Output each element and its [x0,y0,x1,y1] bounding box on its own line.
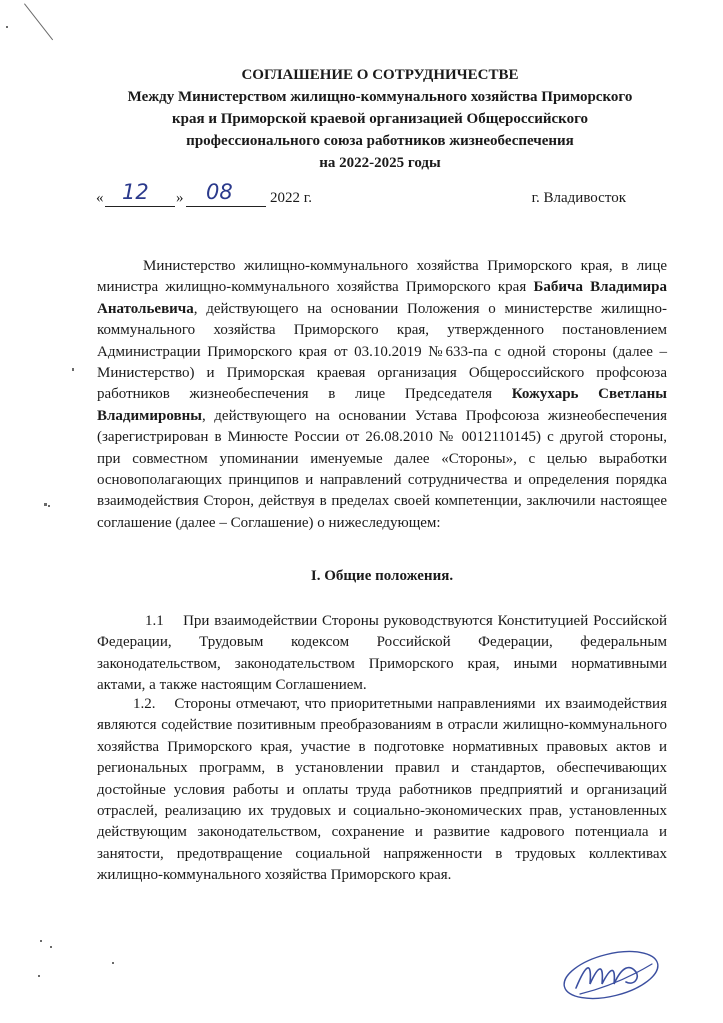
clause-text: 1.1 При взаимодействии Стороны руководствуются Конституцией Российской Федерации, Трудовым кодексом Российской Федерации, федеральным законодательством, законодательством Приморского края, иными нормативными актами, а также настоящим Соглашением. [97,613,671,694]
city: г. Владивосток [531,190,626,206]
signatory-name-minister: Бабича Владимира Анатольевича [97,279,667,317]
date-close-quote: » [176,190,184,206]
scan-artifact-dot [44,503,47,506]
preamble-text: , действующего на основании Устава Профсоюза жизнеобеспечения (зарегистрирован в Минюсте России от 26.08.2010 № 0012110145) с другой стороны, при совместном упоминании именуемые далее «Стороны», с целью выработки основополагающих принципов и направлений сотрудничества и определения порядка взаимодействия Сторон, действуя в пределах своей компетенции, заключили настоящее соглашение (далее – Соглашение) о нижеследующем: [97,407,667,531]
signatory-name-chair: Кожухарь Светланы Владимировны [97,386,667,424]
scan-artifact-dot [50,946,52,948]
subtitle-line: края и Приморской краевой организацией Общероссийского [171,111,589,127]
preamble-text: , действующего на основании Положения о министерстве жилищно-коммунального хозяйства Приморского края, утвержденного постановлением Администрации Приморского края от 03.10.2019 №633-па с одной стороны (далее – Министерство) и Приморская краевая организация Общероссийского профсоюза работников жизнеобеспечения в лице Председателя [97,300,667,403]
date-open-quote: « [96,190,104,206]
date-line [96,180,626,212]
subtitle-line: на 2022-2025 годы [319,155,441,171]
scan-artifact-dot [112,962,114,964]
date-year: 2022 г. [270,190,312,206]
section-heading: I. Общие положения. [310,568,454,584]
date-day-handwritten: 12 [122,180,149,204]
day-underline [105,206,175,207]
date-month-handwritten: 08 [206,180,233,204]
document-title: СОГЛАШЕНИЕ О СОТРУДНИЧЕСТВЕ [241,67,519,83]
clause-text: 1.2. Стороны отмечают, что приоритетными направлениями их взаимодействия являются содействие позитивным преобразованиям в отрасли жилищно-коммунального хозяйства Приморского края, участие в подготовке нормативных правовых актов и региональных программ, в установлении правил и стандартов, обеспечивающих достойные условия работы и оплаты труда работников предприятий и организаций отраслей, реализацию их трудовых и социально-экономических прав, установленных действующим законодательством, сохранение и развитие кадрового потенциала и занятости, предотвращение социальной напряженности в трудовых коллективах жилищно-коммунального хозяйства Приморского края. [97,696,675,884]
clause-1-2 [97,694,675,887]
signature-icon [556,944,666,1006]
preamble-paragraph [97,256,667,534]
scan-artifact-line [24,3,53,40]
subtitle-line: профессионального союза работников жизнеобеспечения [186,133,574,149]
scan-artifact-dot [40,940,42,942]
subtitle-line: Между Министерством жилищно-коммунального хозяйства Приморского [127,89,633,105]
scan-artifact-dot [6,26,8,28]
clause-1-1 [97,611,671,697]
month-underline [186,206,266,207]
scan-artifact-dot [72,368,74,371]
preamble-text: Министерство жилищно-коммунального хозяйства Приморского края, в лице министра жилищно-коммунального хозяйства Приморского края [97,258,667,296]
document-title-block [80,64,680,174]
scan-artifact-dot [38,975,40,977]
scan-artifact-dot [48,505,50,507]
